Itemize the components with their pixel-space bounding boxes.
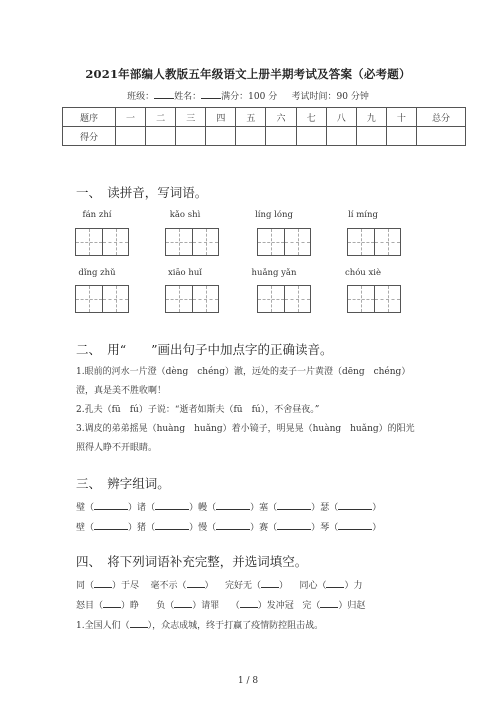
score-cell[interactable]	[386, 127, 416, 146]
writing-grid[interactable]	[347, 228, 401, 256]
answer-blank[interactable]	[240, 599, 258, 608]
score-cell[interactable]	[296, 127, 326, 146]
section-4-heading: 四、 将下列词语补充完整，并选词填空。	[76, 554, 308, 569]
char: 琴	[320, 523, 330, 533]
pinyin-label: lí míng	[348, 210, 378, 220]
question-line: 2.孔夫（fū fú）子说：“逝者如斯夫（fū fú），不舍昼夜。”	[76, 405, 320, 415]
header-cell: 一	[116, 108, 146, 127]
score-cell[interactable]	[417, 127, 466, 146]
idiom-part: 毫不示（	[150, 581, 187, 591]
pinyin-label: fán zhí	[82, 210, 112, 220]
answer-blank[interactable]	[338, 521, 372, 530]
pinyin-label: dǐng zhǔ	[78, 268, 116, 278]
char: 赛	[259, 523, 269, 533]
document-title: 2021年部编人教版五年级语文上册半期考试及答案（必考题）	[85, 67, 411, 81]
row-label: 得分	[63, 127, 116, 146]
header-cell: 二	[146, 108, 176, 127]
answer-blank[interactable]	[94, 501, 128, 510]
answer-blank[interactable]	[261, 579, 279, 588]
header-cell: 九	[356, 108, 386, 127]
char: 猪	[137, 523, 147, 533]
char: 诸	[137, 503, 147, 513]
answer-blank[interactable]	[277, 521, 311, 530]
header-cell: 总分	[417, 108, 466, 127]
answer-blank[interactable]	[326, 579, 344, 588]
header-cell: 题序	[63, 108, 116, 127]
word-group-row: 璧（ ）诸（ ）幔（ ）塞（ ）瑟（ ）	[76, 503, 382, 513]
idiom-part: ）归赵	[338, 601, 366, 611]
answer-blank[interactable]	[277, 501, 311, 510]
score-cell[interactable]	[116, 127, 146, 146]
idiom-part: ）力	[344, 581, 363, 591]
idiom-part: ）睁	[121, 601, 140, 611]
answer-blank[interactable]	[338, 501, 372, 510]
writing-grid[interactable]	[165, 285, 219, 313]
fill-sentence	[76, 618, 323, 631]
writing-grid[interactable]	[347, 285, 401, 313]
pinyin-label: huǎng yǎn	[251, 268, 297, 278]
char: 慢	[198, 523, 208, 533]
idiom-row	[76, 598, 365, 611]
pinyin-label: chóu xiè	[344, 268, 382, 278]
question-line: 3.调皮的弟弟摇晃（huàng huǎng）着小镜子，明晃晃（huàng huǎng）的阳光	[76, 424, 415, 434]
answer-blank[interactable]	[187, 579, 205, 588]
answer-blank[interactable]	[103, 599, 121, 608]
pinyin-label: kǎo shì	[169, 210, 201, 220]
pinyin-label: líng lóng	[255, 210, 293, 220]
char: 瑟	[320, 503, 330, 513]
question-line: 1.眼前的河水一片澄（dèng chéng）澈，远处的麦子一片黄澄（dēng chéng）	[76, 367, 411, 377]
answer-blank[interactable]	[320, 599, 338, 608]
idiom-part: ）于尽	[112, 581, 140, 591]
exam-time: 考试时间：90 分钟	[291, 92, 369, 102]
class-blank	[154, 90, 174, 99]
writing-grid[interactable]	[165, 228, 219, 256]
header-cell: 三	[176, 108, 206, 127]
answer-blank[interactable]	[94, 521, 128, 530]
idiom-part: ）发冲冠	[257, 601, 294, 611]
score-table	[62, 107, 466, 146]
page-number: 1 / 8	[237, 676, 259, 686]
answer-blank[interactable]	[155, 501, 189, 510]
answer-blank[interactable]	[94, 579, 112, 588]
writing-grid[interactable]	[75, 228, 129, 256]
writing-grid[interactable]	[257, 228, 311, 256]
answer-blank[interactable]	[216, 501, 250, 510]
name-blank	[201, 90, 221, 99]
name-label: 姓名：	[174, 92, 202, 102]
section-2-heading: 二、 用“ ”画出句子中加点字的正确读音。	[76, 342, 333, 357]
idiom-part: 同心（	[299, 581, 327, 591]
idiom-part: 负（	[156, 601, 175, 611]
idiom-row	[76, 578, 362, 591]
char: 壁	[76, 523, 86, 533]
score-cell[interactable]	[236, 127, 266, 146]
pinyin-label: xiāo huǐ	[167, 268, 203, 278]
idiom-part: ）请罪	[192, 601, 220, 611]
score-cell[interactable]	[266, 127, 296, 146]
idiom-part: ）	[278, 581, 288, 591]
question-line: 澄，真是美不胜收啊！	[76, 386, 167, 396]
exam-info-line	[0, 89, 496, 102]
idiom-part: 完（	[302, 601, 321, 611]
char: 幔	[198, 503, 208, 513]
char: 璧	[76, 503, 86, 513]
sentence-part: 1.全国人们（	[76, 621, 130, 631]
score-cell[interactable]	[356, 127, 386, 146]
idiom-part: ）	[204, 581, 214, 591]
answer-blank[interactable]	[216, 521, 250, 530]
question-line: 照得人睁不开眼睛。	[76, 443, 158, 453]
writing-grid[interactable]	[257, 285, 311, 313]
score-cell[interactable]	[326, 127, 356, 146]
writing-grid[interactable]	[75, 285, 129, 313]
section-1-heading: 一、 读拼音，写词语。	[76, 185, 208, 200]
answer-blank[interactable]	[155, 521, 189, 530]
score-table-score-row	[63, 127, 466, 146]
header-cell: 七	[296, 108, 326, 127]
idiom-part: 同（	[76, 581, 95, 591]
section-3-heading: 三、 辨字组词。	[76, 476, 170, 491]
header-cell: 六	[266, 108, 296, 127]
score-cell[interactable]	[206, 127, 236, 146]
header-cell: 五	[236, 108, 266, 127]
score-cell[interactable]	[146, 127, 176, 146]
char: 塞	[259, 503, 269, 513]
answer-blank[interactable]	[130, 619, 148, 628]
full-score: 满分：100 分	[221, 92, 278, 102]
word-group-row: 壁（ ）猪（ ）慢（ ）赛（ ）琴（ ）	[76, 523, 382, 533]
score-cell[interactable]	[176, 127, 206, 146]
header-cell: 十	[386, 108, 416, 127]
idiom-part: （	[230, 601, 240, 611]
header-cell: 八	[326, 108, 356, 127]
answer-blank[interactable]	[174, 599, 192, 608]
idiom-part: 完好无（	[224, 581, 261, 591]
score-table-header-row	[63, 108, 466, 127]
class-label: 班级：	[127, 92, 155, 102]
sentence-part: ），众志成城，终于打赢了疫情防控阻击战。	[147, 621, 324, 631]
header-cell: 四	[206, 108, 236, 127]
idiom-part: 怒目（	[76, 601, 104, 611]
